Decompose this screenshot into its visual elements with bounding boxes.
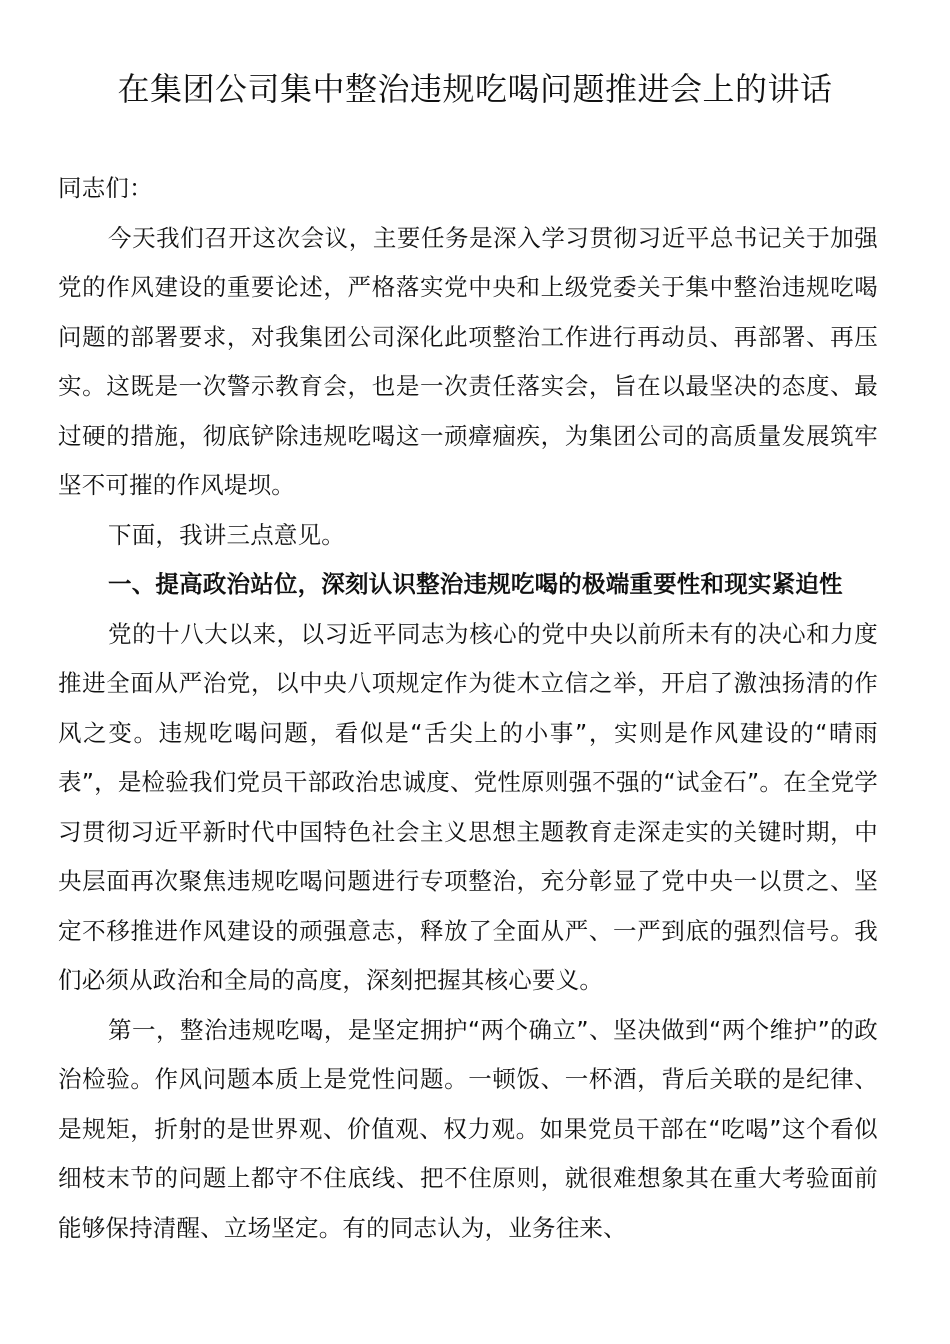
document-title: 在集团公司集中整治违规吃喝问题推进会上的讲话	[117, 70, 833, 108]
section-heading: 一、提高政治站位，深刻认识整治违规吃喝的极端重要性和现实紧迫性	[108, 570, 843, 598]
paragraph: 今天我们召开这次会议，主要任务是深入学习贯彻习近平总书记关于加强党的作风建设的重要论述，严格落实党中央和上级党委关于集中整治违规吃喝问题的部署要求，对我集团公司深化此项整治工作进行再动员、再部署、再压实。这既是一次警示教育会，也是一次责任落实会，旨在以最坚决的态度、最过硬的措施，彻底铲除违规吃喝这一顽瘴痼疾，为集团公司的高质量发展筑牢坚不可摧的作风堤坝。	[58, 223, 878, 499]
salutation: 同志们：	[58, 174, 153, 202]
paragraph: 下面，我讲三点意见。	[108, 520, 345, 549]
paragraph: 第一，整治违规吃喝，是坚定拥护“两个确立”、坚决做到“两个维护”的政治检验。作风问题本质上是党性问题。一顿饭、一杯酒，背后关联的是纪律、是规矩，折射的是世界观、价值观、权力观。如果党员干部在“吃喝”这个看似细枝末节的问题上都守不住底线、把不住原则，就很难想象其在重大考验面前能够保持清醒、立场坚定。有的同志认为，业务往来、	[58, 1015, 878, 1242]
paragraph: 党的十八大以来，以习近平同志为核心的党中央以前所未有的决心和力度推进全面从严治党，以中央八项规定作为徙木立信之举，开启了激浊扬清的作风之变。违规吃喝问题，看似是“舌尖上的小事”，实则是作风建设的“晴雨表”，是检验我们党员干部政治忠诚度、党性原则强不强的“试金石”。在全党学习贯彻习近平新时代中国特色社会主义思想主题教育走深走实的关键时期，中央层面再次聚焦违规吃喝问题进行专项整治，充分彰显了党中央一以贯之、坚定不移推进作风建设的顽强意志，释放了全面从严、一严到底的强烈信号。我们必须从政治和全局的高度，深刻把握其核心要义。	[58, 619, 878, 994]
document-body	[58, 164, 878, 1253]
